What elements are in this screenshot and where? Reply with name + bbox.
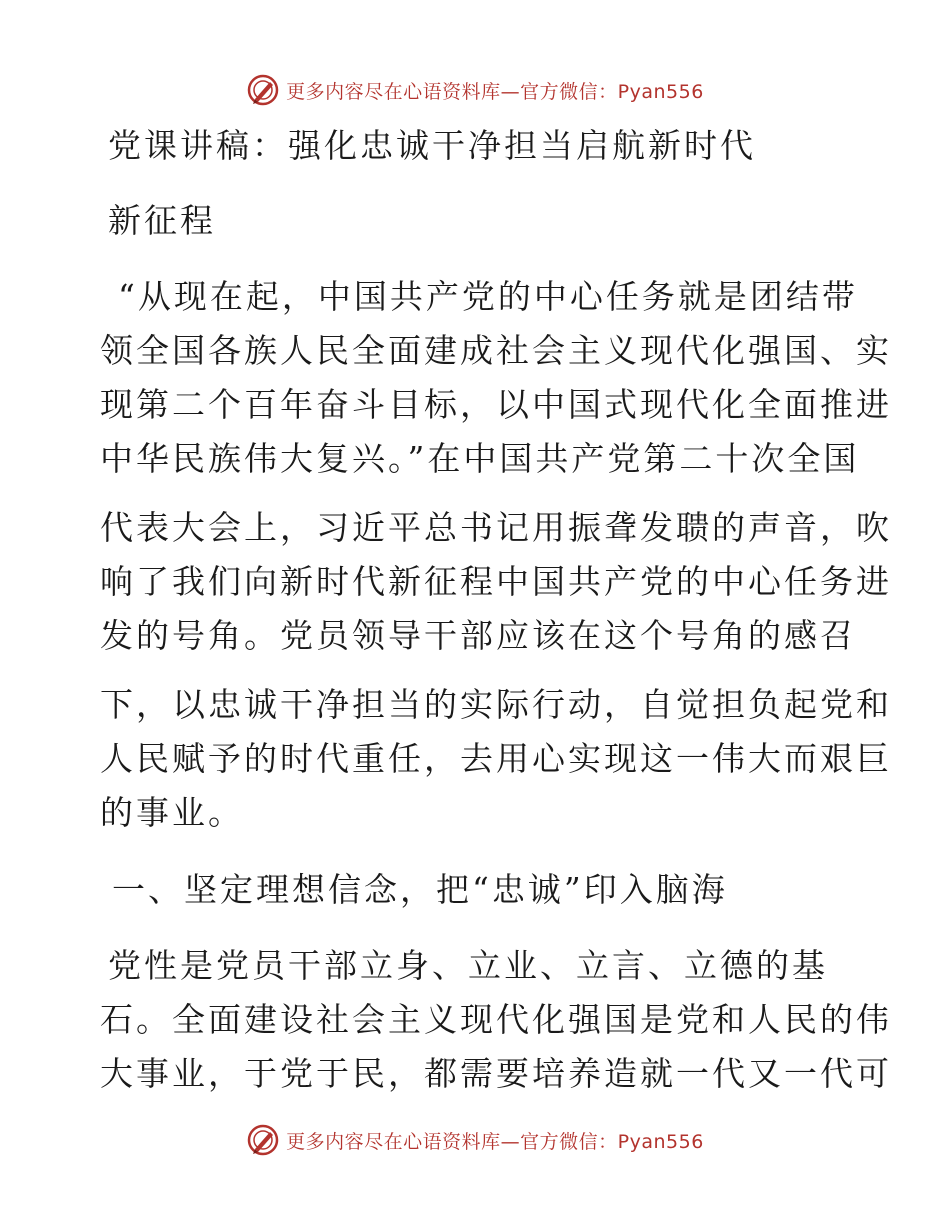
pen-logo-icon bbox=[246, 73, 280, 107]
intro-line-5: 代表大会上，习近平总书记用振聋发聩的声音，吹 bbox=[100, 508, 892, 547]
header-watermark-banner bbox=[0, 70, 950, 110]
intro-line-9: 人民赋予的时代重任，去用心实现这一伟大而艰巨 bbox=[100, 739, 892, 778]
intro-line-1: “从现在起，中国共产党的中心任务就是团结带 bbox=[118, 277, 858, 316]
section-line-1: 党性是党员干部立身、立业、立言、立德的基 bbox=[108, 946, 828, 985]
footer-watermark-text: 更多内容尽在心语资料库—官方微信：Pyan556 bbox=[286, 1130, 704, 1153]
intro-line-10: 的事业。 bbox=[100, 793, 244, 832]
document-title-line-2: 新征程 bbox=[108, 201, 216, 240]
section-heading: 一、坚定理想信念，把“忠诚”印入脑海 bbox=[112, 870, 728, 909]
intro-line-7: 发的号角。党员领导干部应该在这个号角的感召 bbox=[100, 616, 856, 655]
section-line-2: 石。全面建设社会主义现代化强国是党和人民的伟 bbox=[100, 1000, 892, 1039]
intro-line-6: 响了我们向新时代新征程中国共产党的中心任务进 bbox=[100, 562, 892, 601]
document-title-line-1: 党课讲稿：强化忠诚干净担当启航新时代 bbox=[108, 126, 756, 165]
footer-watermark-banner bbox=[0, 1120, 950, 1160]
intro-line-8: 下，以忠诚干净担当的实际行动，自觉担负起党和 bbox=[100, 685, 892, 724]
intro-line-4: 中华民族伟大复兴。”在中国共产党第二十次全国 bbox=[100, 439, 860, 478]
intro-line-2: 领全国各族人民全面建成社会主义现代化强国、实 bbox=[100, 331, 892, 370]
header-watermark-text: 更多内容尽在心语资料库—官方微信：Pyan556 bbox=[286, 80, 704, 103]
intro-line-3: 现第二个百年奋斗目标，以中国式现代化全面推进 bbox=[100, 385, 892, 424]
pen-logo-icon bbox=[246, 1123, 280, 1157]
section-line-3: 大事业，于党于民，都需要培养造就一代又一代可 bbox=[100, 1054, 892, 1093]
